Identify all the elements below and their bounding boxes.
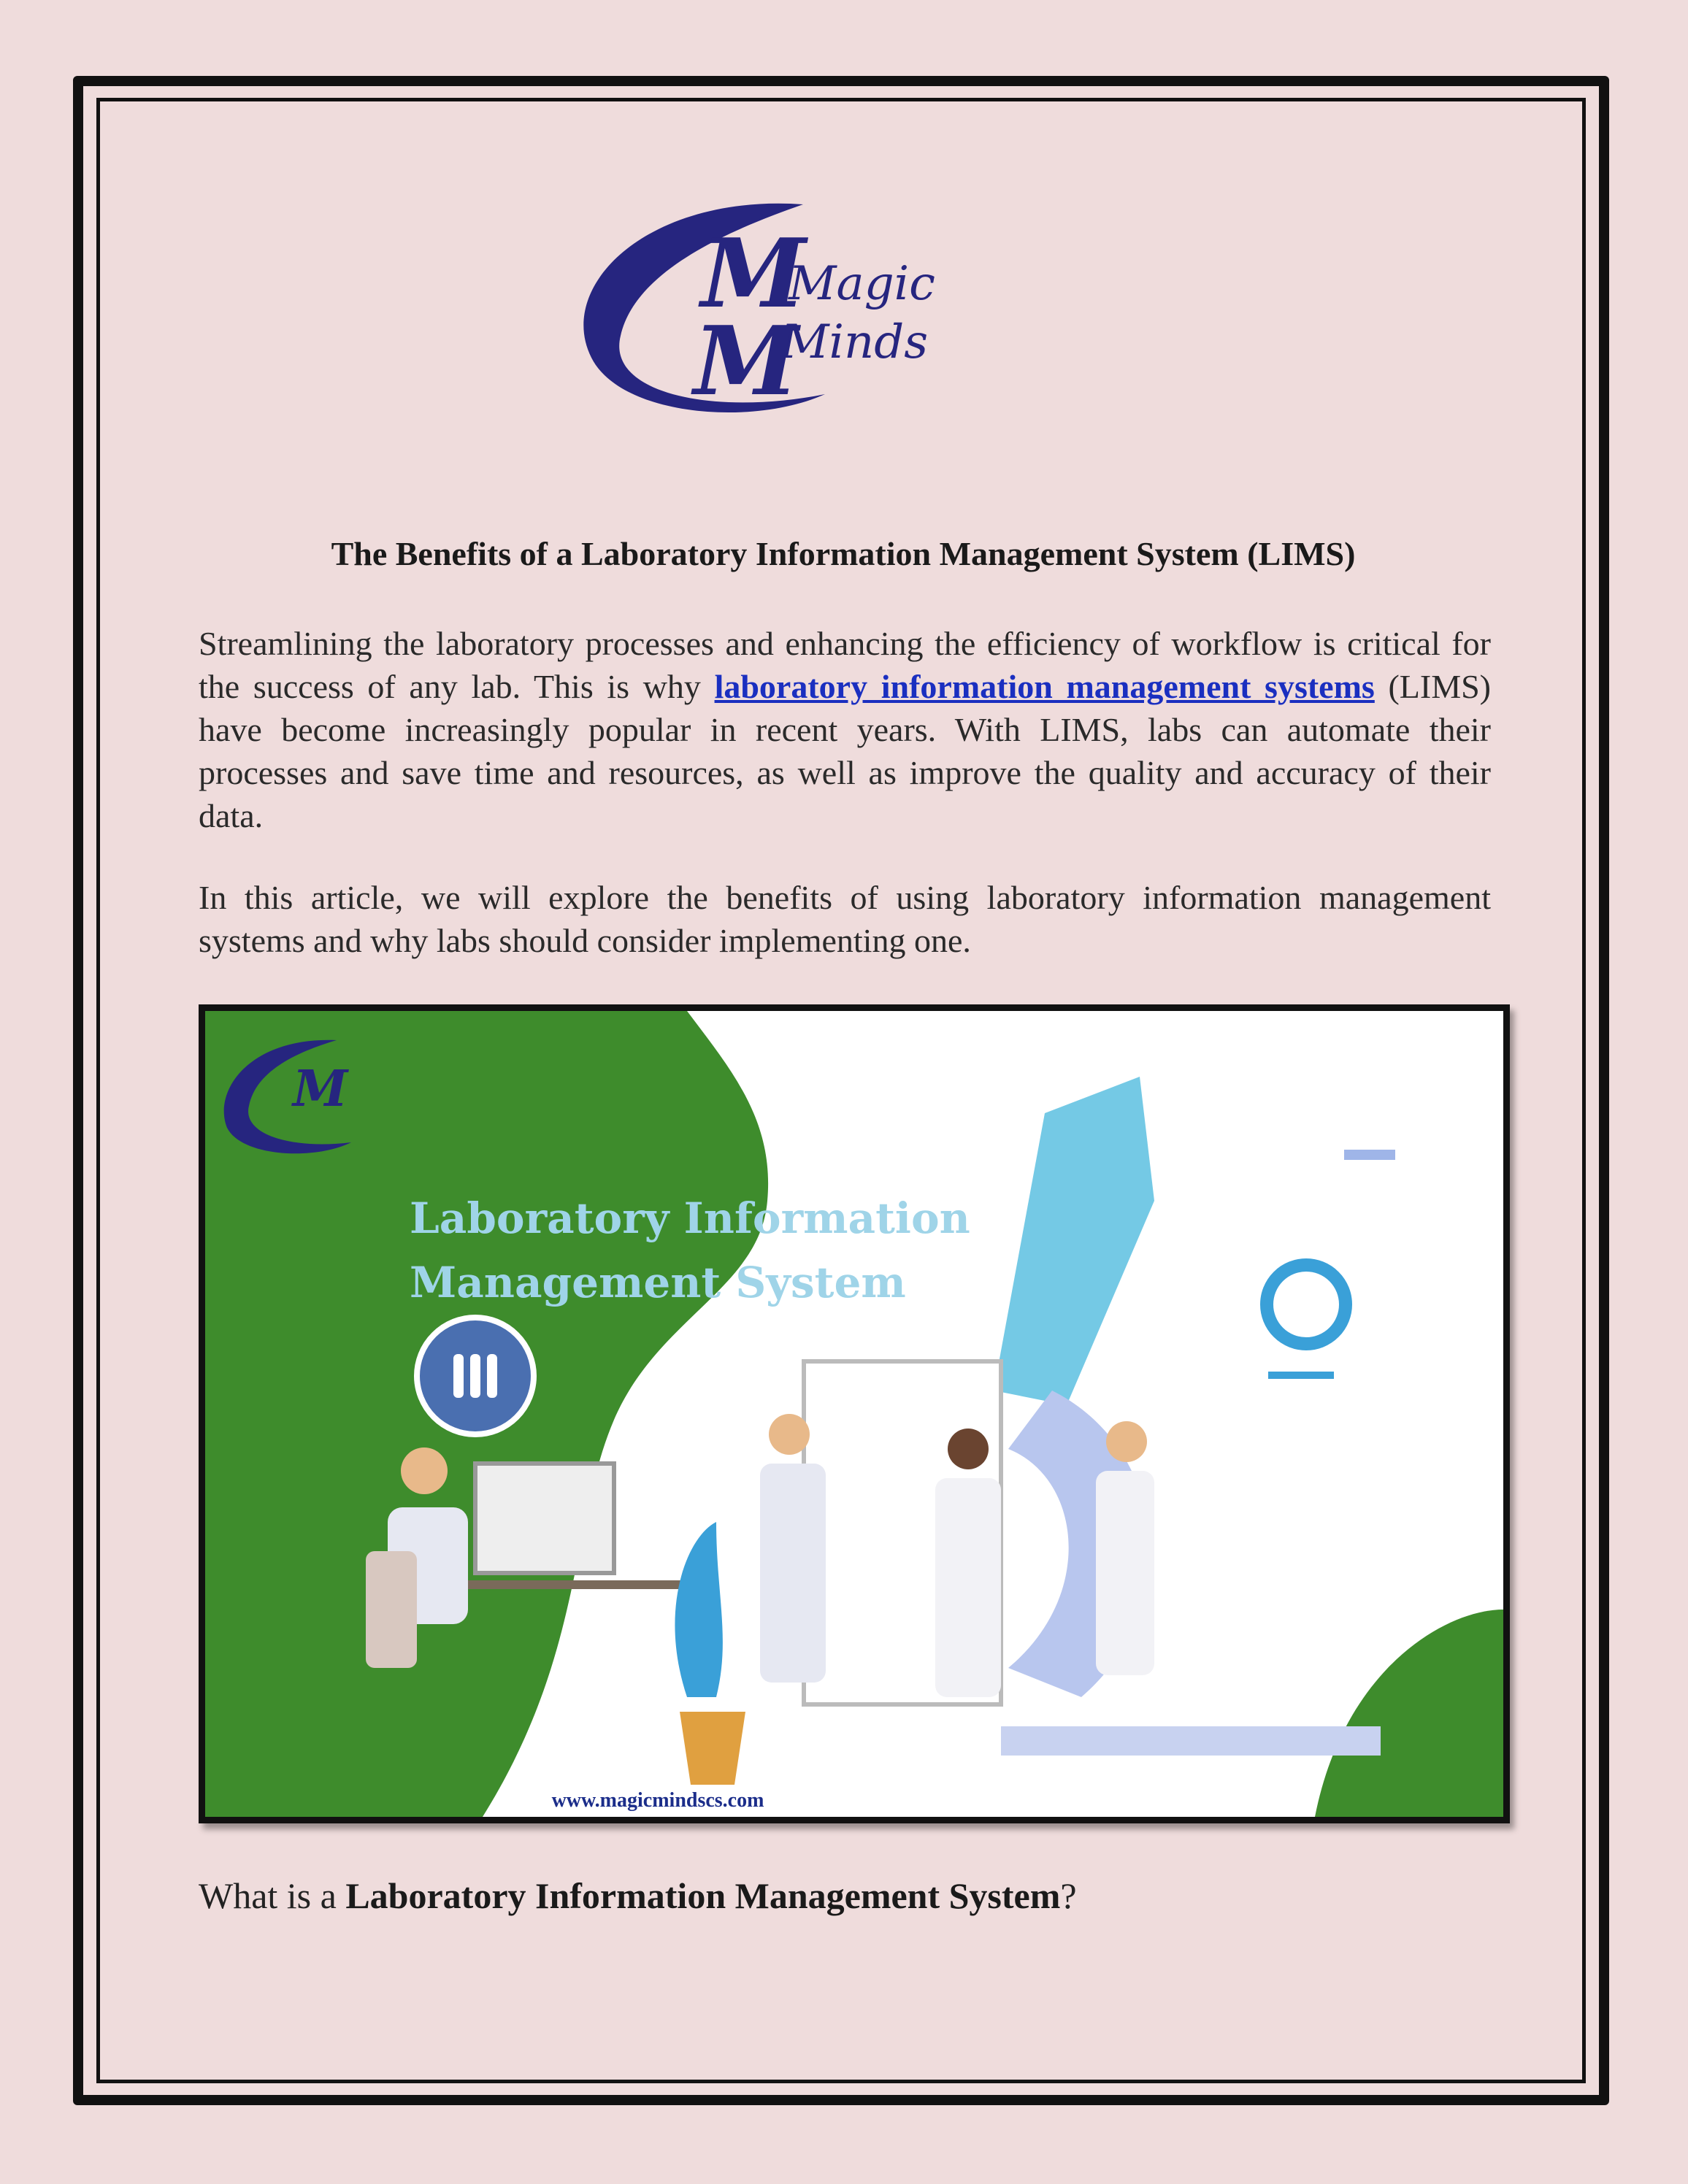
banner-url: www.magicmindscs.com	[551, 1789, 764, 1812]
logo-word-magic: Magic	[789, 257, 935, 311]
intro-text-after: (LIMS) have become increasingly popular in recent years. With LIMS, labs can automate their processes and save time and resources, as well as improve the quality and accuracy of their data.	[199, 668, 1491, 834]
magic-minds-logo	[562, 197, 986, 431]
section-question	[199, 1875, 1077, 1917]
banner-title-line2: Management System	[410, 1258, 906, 1307]
question-prefix: What is a	[199, 1875, 346, 1916]
page-title: The Benefits of a Laboratory Information Management System (LIMS)	[331, 535, 1356, 572]
intro-paragraph	[199, 622, 1491, 837]
svg-text:M: M	[293, 1060, 348, 1118]
svg-text:M: M	[694, 305, 799, 417]
svg-text:M: M	[701, 218, 806, 329]
question-bold: Laboratory Information Management System	[345, 1875, 1061, 1916]
intro-text-before: Streamlining the laboratory processes and enhancing the efficiency of workflow is critical for the success of any lab. This is why	[199, 625, 1491, 705]
banner-illustration	[205, 1011, 1503, 1817]
banner-title	[410, 1186, 970, 1315]
question-suffix: ?	[1060, 1875, 1077, 1916]
lims-banner-image	[199, 1004, 1510, 1823]
lims-link[interactable]: laboratory information management systems	[714, 668, 1375, 705]
banner-title-line1: Laboratory Information	[410, 1193, 970, 1243]
article-intro-paragraph: In this article, we will explore the benefits of using laboratory information management systems and why labs should consider implementing one.	[199, 879, 1491, 959]
logo-word-minds: Minds	[781, 315, 929, 369]
